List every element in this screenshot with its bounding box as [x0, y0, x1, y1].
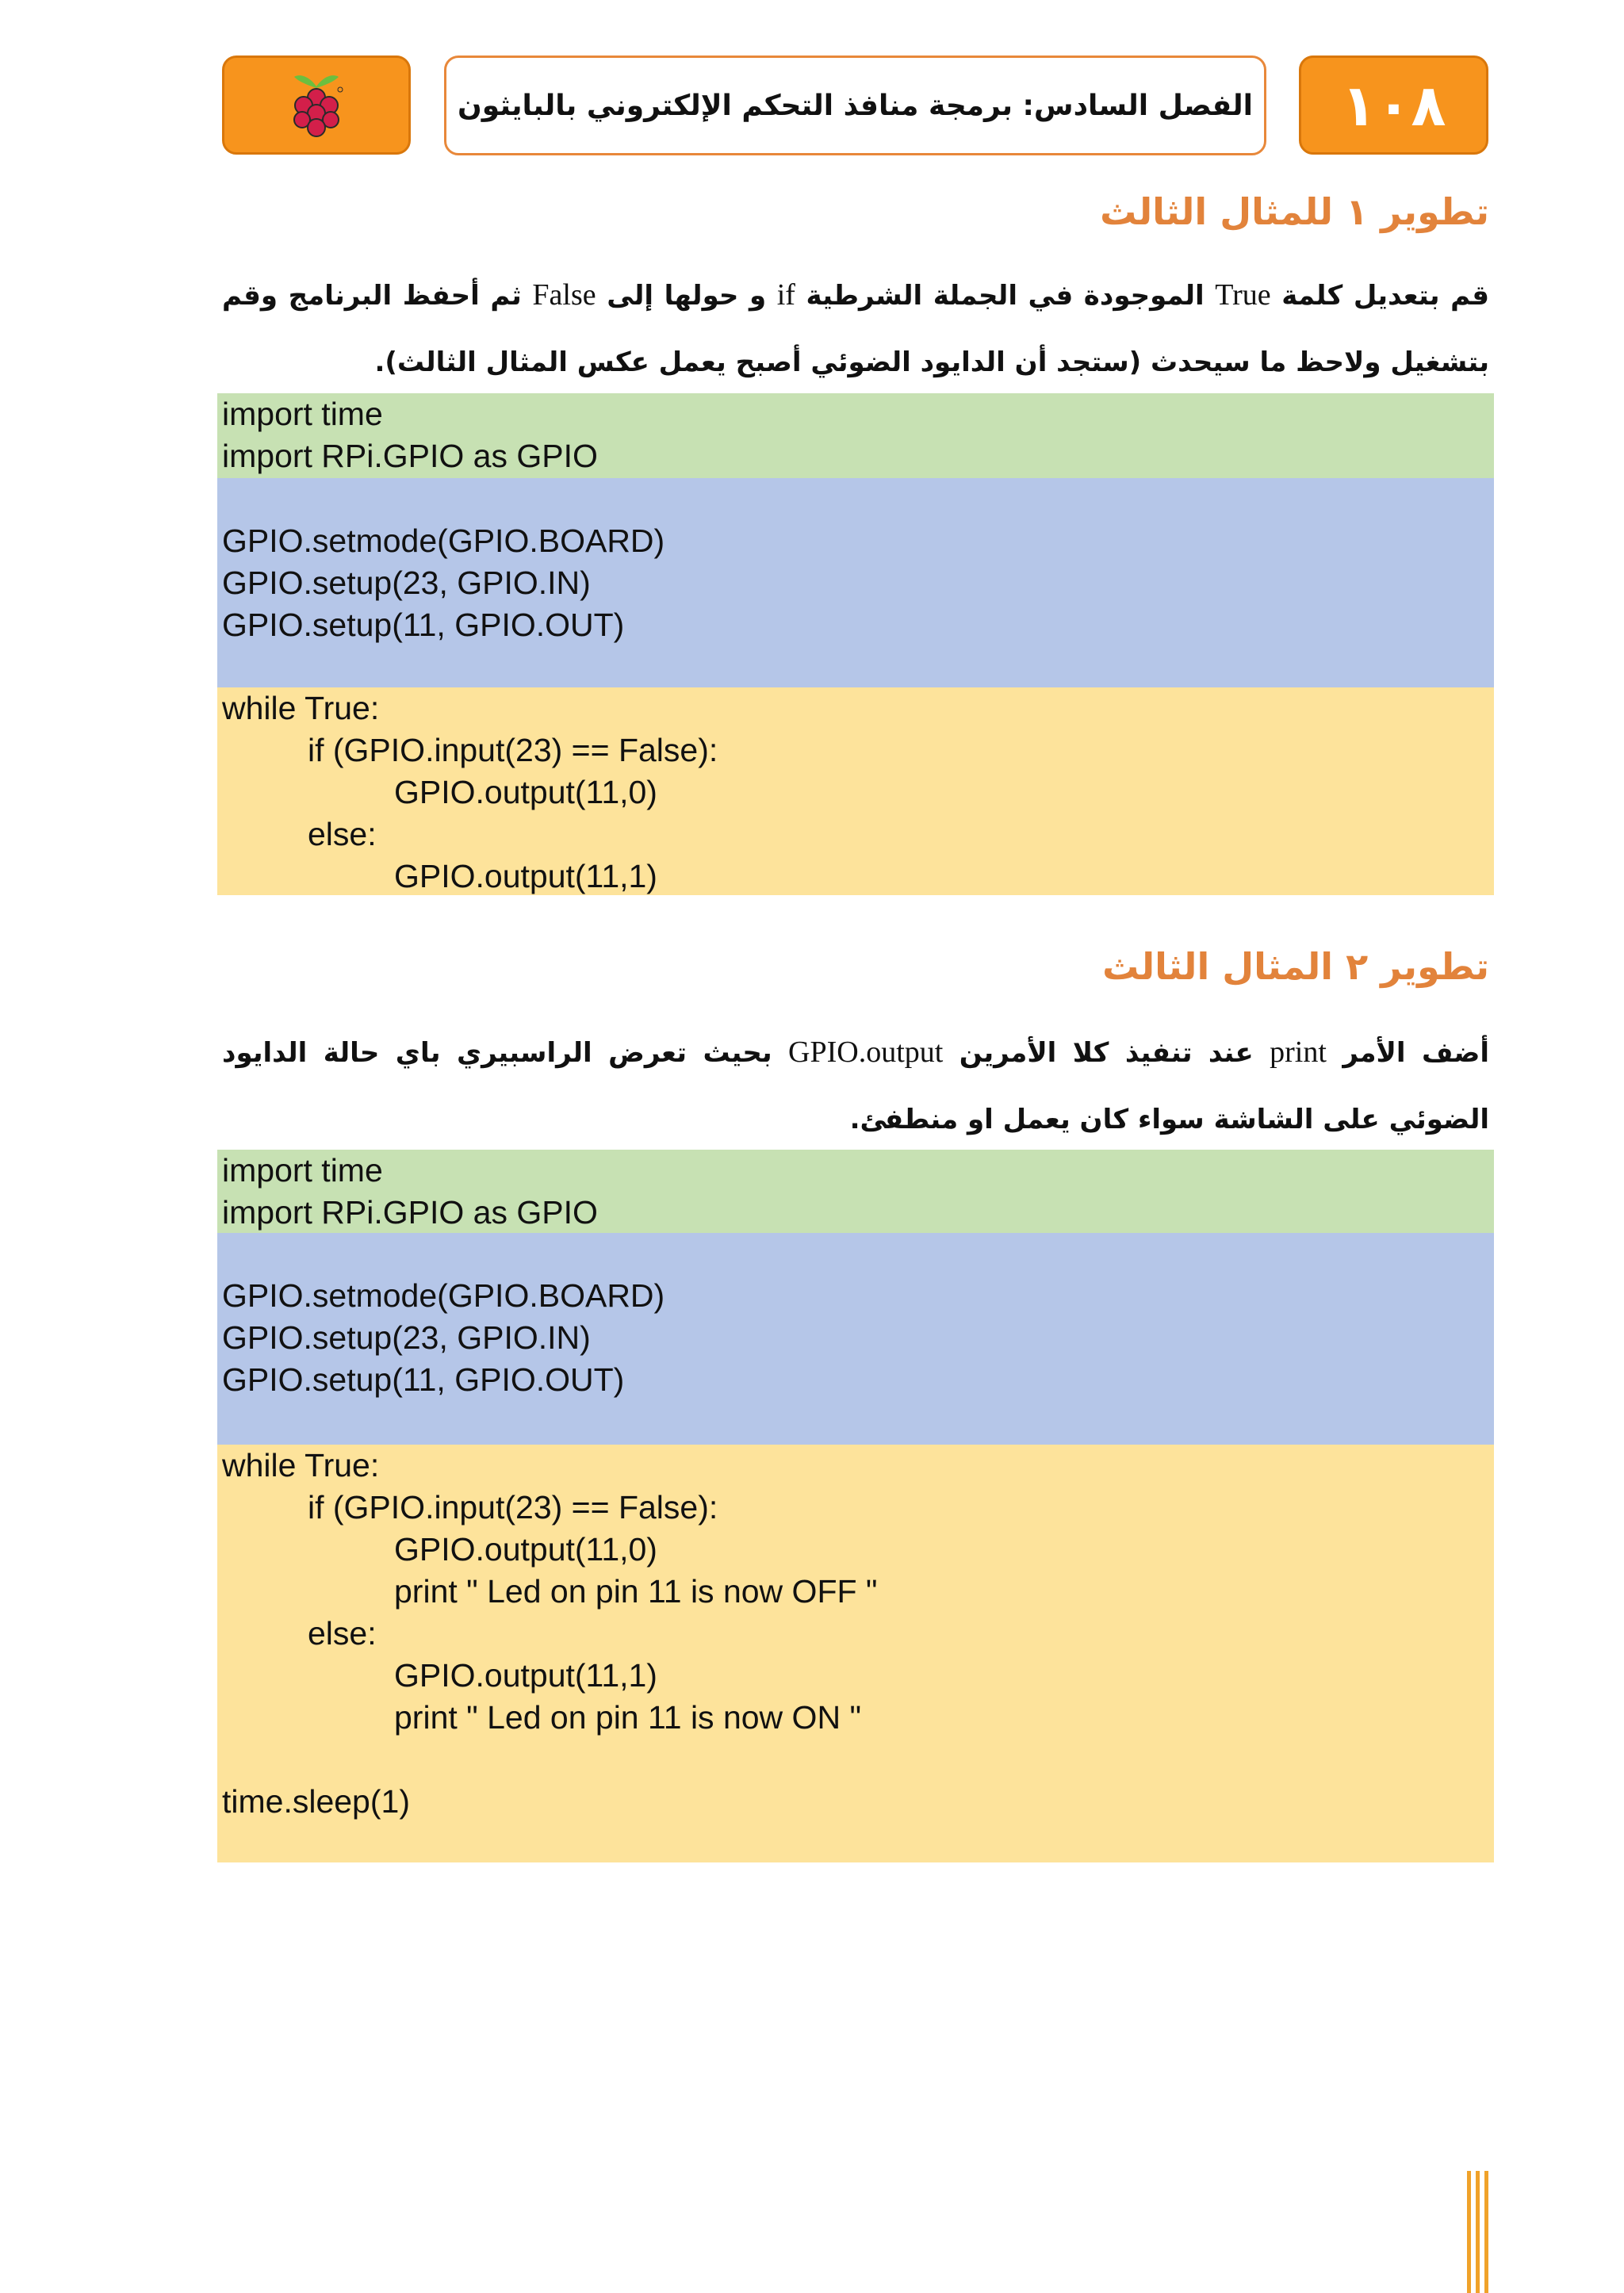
- code-loop-section: [217, 687, 1494, 895]
- code-line: import RPi.GPIO as GPIO: [222, 438, 598, 474]
- section1-text-4: ثم أحفظ البرنامج وقم بتشغيل ولاحظ ما سيحدث (ستجد أن الدايود الضوئي أصبح يعمل عكس المثال الثالث).: [222, 280, 1489, 378]
- code-line: GPIO.setup(11, GPIO.OUT): [222, 607, 625, 643]
- code-line: GPIO.output(11,1): [394, 858, 657, 894]
- section1-paragraph: [222, 262, 1489, 396]
- code-line: GPIO.output(11,1): [394, 1657, 657, 1694]
- code-line: if (GPIO.input(23) == False):: [308, 732, 718, 768]
- code-block-1: [217, 393, 1494, 895]
- section2-word-gpio-output: GPIO.output: [788, 1035, 944, 1069]
- section2-word-print: print: [1270, 1035, 1327, 1069]
- code-line: else:: [308, 1615, 377, 1652]
- code-line: import RPi.GPIO as GPIO: [222, 1194, 598, 1231]
- code-line: GPIO.output(11,0): [394, 774, 657, 810]
- code-line: GPIO.setmode(GPIO.BOARD): [222, 1277, 665, 1314]
- margin-line: [1484, 2171, 1488, 2293]
- code-line: GPIO.setup(23, GPIO.IN): [222, 1319, 591, 1356]
- code-setup-section: [217, 478, 1494, 687]
- code-line: GPIO.output(11,0): [394, 1531, 657, 1568]
- chapter-title-box: [444, 56, 1266, 155]
- code-imports-section: [217, 1150, 1494, 1233]
- section2-paragraph: [222, 1019, 1489, 1153]
- section2-text-1: أضف الأمر: [1326, 1037, 1489, 1069]
- code-line: print " Led on pin 11 is now OFF ": [394, 1573, 878, 1610]
- code-line: if (GPIO.input(23) == False):: [308, 1489, 718, 1525]
- code-setup-section: [217, 1233, 1494, 1445]
- margin-line: [1476, 2171, 1480, 2293]
- section1-word-false: False: [532, 278, 596, 312]
- section1-text-1: قم بتعديل كلمة: [1270, 280, 1489, 312]
- section1-word-if: if: [776, 278, 795, 312]
- section2-title: تطوير ٢ المثال الثالث: [1102, 945, 1489, 988]
- code-line: while True:: [222, 1447, 380, 1483]
- code-line: import time: [222, 396, 383, 432]
- code-line: time.sleep(1): [222, 1783, 410, 1820]
- raspberry-pi-logo-icon: [285, 71, 348, 140]
- code-line: else:: [308, 816, 377, 852]
- section2-text-3: بحيث تعرض الراسبيري باي حالة الدايود الضوئي على الشاشة سواء كان يعمل او منطفئ.: [222, 1037, 1489, 1135]
- margin-line: [1467, 2171, 1471, 2293]
- section1-word-true: True: [1215, 278, 1271, 312]
- code-loop-section: [217, 1445, 1494, 1862]
- code-block-2: [217, 1150, 1494, 1862]
- logo-box: [222, 56, 411, 155]
- chapter-title: الفصل السادس: برمجة منافذ التحكم الإلكتروني بالبايثون: [458, 89, 1253, 122]
- section1-text-2: الموجودة في الجملة الشرطية: [795, 280, 1216, 312]
- code-line: print " Led on pin 11 is now ON ": [394, 1699, 861, 1736]
- code-imports-section: [217, 393, 1494, 478]
- code-line: GPIO.setup(11, GPIO.OUT): [222, 1361, 625, 1398]
- section2-text-2: عند تنفيذ كلا الأمرين: [943, 1037, 1270, 1069]
- code-line: import time: [222, 1152, 383, 1189]
- code-line: GPIO.setmode(GPIO.BOARD): [222, 523, 665, 559]
- code-line: GPIO.setup(23, GPIO.IN): [222, 565, 591, 601]
- page-number-box: [1299, 56, 1488, 155]
- code-line: while True:: [222, 690, 380, 726]
- section1-text-3: و حولها إلى: [596, 280, 777, 312]
- page-number: ١٠٨: [1341, 71, 1446, 139]
- code-line-blank: [222, 1739, 1494, 1781]
- section1-title: تطوير ١ للمثال الثالث: [1100, 190, 1489, 233]
